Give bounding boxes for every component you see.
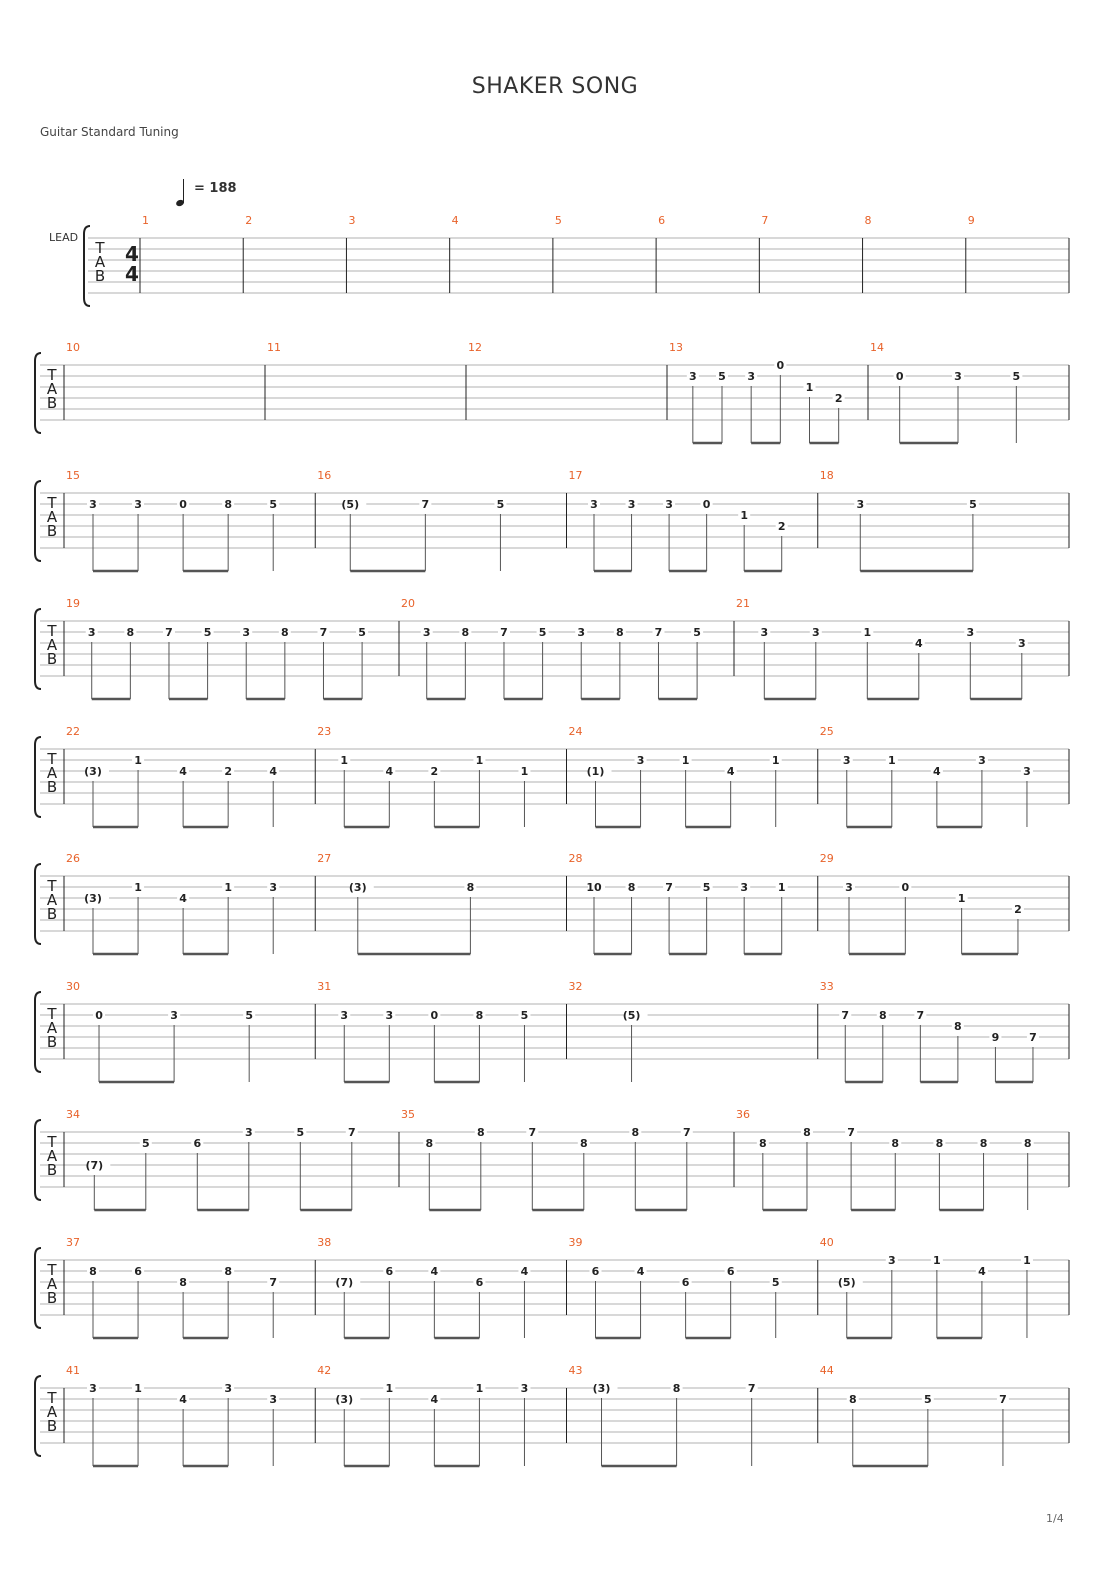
- measure-number: 42: [317, 1364, 332, 1377]
- fret-number: 7: [916, 1009, 925, 1022]
- fret-number: 8: [1023, 1137, 1032, 1150]
- page-number: 1/4: [1046, 1512, 1064, 1525]
- fret-number: 1: [475, 754, 484, 767]
- measure-number: 15: [66, 469, 80, 482]
- measure-number: 44: [819, 1364, 834, 1377]
- fret-number: 0: [430, 1009, 439, 1022]
- fret-number: (3): [84, 765, 102, 778]
- fret-number: (7): [335, 1276, 354, 1289]
- fret-number: 8: [935, 1137, 944, 1150]
- fret-number: 4: [179, 765, 187, 778]
- measure-number: 26: [66, 852, 80, 865]
- measure-number: 18: [819, 469, 834, 482]
- fret-number: 8: [627, 881, 636, 894]
- measure-number: 9: [967, 214, 975, 227]
- fret-number: 3: [422, 626, 431, 639]
- fret-number: 5: [496, 498, 505, 511]
- fret-number: 8: [224, 1265, 232, 1278]
- measure-number: 29: [819, 852, 834, 865]
- measure-number: 3: [348, 214, 356, 227]
- fret-number: 6: [681, 1276, 690, 1289]
- fret-number: 7: [747, 1382, 756, 1395]
- fret-number: 3: [966, 626, 975, 639]
- fret-number: 0: [95, 1009, 103, 1022]
- measure-number: 37: [66, 1236, 80, 1249]
- tab-clef-letter: A: [46, 508, 58, 526]
- fret-number: 8: [461, 626, 470, 639]
- measure-number: 1: [142, 214, 149, 227]
- fret-number: 3: [760, 626, 769, 639]
- fret-number: 5: [141, 1137, 150, 1150]
- tab-clef-letter: B: [46, 1033, 58, 1051]
- tab-clef-letter: B: [46, 522, 58, 540]
- fret-number: 3: [170, 1009, 178, 1022]
- staff-system: [35, 737, 1069, 827]
- measure-number: 27: [317, 852, 332, 865]
- measure-number: 2: [245, 214, 253, 227]
- tab-clef-letter: A: [46, 1403, 58, 1421]
- measure-number: 36: [736, 1108, 750, 1121]
- fret-number: 5: [358, 626, 366, 639]
- fret-number: 3: [689, 370, 697, 383]
- fret-number: 3: [134, 498, 142, 511]
- fret-number: 3: [520, 1382, 529, 1395]
- fret-number: (1): [586, 765, 605, 778]
- fret-number: 7: [847, 1126, 855, 1139]
- measure-number: 31: [317, 980, 332, 993]
- fret-number: 1: [740, 509, 749, 522]
- tab-clef-letter: T: [47, 1133, 57, 1151]
- fret-number: 8: [803, 1126, 811, 1139]
- tab-clef-letter: B: [46, 1417, 58, 1435]
- staff-system: [35, 481, 1069, 571]
- fret-number: 8: [476, 1126, 485, 1139]
- fret-number: 4: [269, 765, 278, 778]
- fret-number: 3: [590, 498, 598, 511]
- fret-number: 7: [654, 626, 663, 639]
- fret-number: 2: [1014, 903, 1022, 916]
- fret-number: 6: [134, 1265, 142, 1278]
- staff-system: [35, 1120, 1069, 1210]
- measure-number: 30: [66, 980, 80, 993]
- fret-number: 3: [887, 1254, 896, 1267]
- fret-number: 7: [841, 1009, 850, 1022]
- fret-number: 1: [134, 1382, 142, 1395]
- measure-number: 14: [870, 341, 884, 354]
- tab-clef-letter: A: [46, 380, 58, 398]
- fret-number: 4: [179, 892, 187, 905]
- measure-number: 25: [819, 725, 834, 738]
- measure-number: 16: [317, 469, 332, 482]
- staff-system: [35, 1376, 1069, 1466]
- fret-number: 0: [776, 359, 785, 372]
- fret-number: 9: [991, 1031, 1000, 1044]
- fret-number: 8: [126, 626, 135, 639]
- fret-number: 7: [319, 626, 328, 639]
- fret-number: 1: [475, 1382, 484, 1395]
- fret-number: 7: [165, 626, 173, 639]
- fret-number: 3: [385, 1009, 394, 1022]
- measure-number: 11: [267, 341, 281, 354]
- staff-system: [35, 609, 1069, 699]
- fret-number: 7: [999, 1393, 1007, 1406]
- fret-number: 7: [1029, 1031, 1037, 1044]
- fret-number: 1: [1023, 1254, 1031, 1267]
- time-signature-numerator: 4: [125, 242, 139, 266]
- measure-number: 7: [761, 214, 769, 227]
- fret-number: 8: [425, 1137, 434, 1150]
- measure-number: 23: [317, 725, 332, 738]
- fret-number: 4: [179, 1393, 187, 1406]
- fret-number: (3): [84, 892, 102, 905]
- staff-system: [84, 226, 1069, 306]
- fret-number: 7: [347, 1126, 356, 1139]
- measure-number: 33: [819, 980, 834, 993]
- measure-number: 40: [819, 1236, 834, 1249]
- fret-number: 4: [430, 1265, 439, 1278]
- fret-number: 8: [475, 1009, 484, 1022]
- tab-clef-letter: B: [46, 1289, 58, 1307]
- fret-number: 3: [244, 1126, 253, 1139]
- fret-number: 3: [577, 626, 586, 639]
- measure-number: 8: [864, 214, 872, 227]
- measure-number: 17: [568, 469, 583, 482]
- tab-clef-letter: A: [94, 253, 106, 271]
- tab-clef-letter: T: [47, 366, 57, 384]
- tab-clef-letter: B: [46, 1161, 58, 1179]
- tab-clef-letter: A: [46, 1275, 58, 1293]
- tempo-value: = 188: [194, 181, 237, 196]
- measure-number: 10: [66, 341, 80, 354]
- fret-number: 8: [672, 1382, 681, 1395]
- fret-number: 7: [269, 1276, 278, 1289]
- time-signature-denominator: 4: [125, 262, 139, 286]
- measure-number: 19: [66, 597, 80, 610]
- fret-number: 5: [693, 626, 701, 639]
- fret-number: (5): [341, 498, 360, 511]
- fret-number: 5: [924, 1393, 932, 1406]
- fret-number: 3: [89, 1382, 97, 1395]
- fret-number: 3: [665, 498, 673, 511]
- measure-number: 32: [568, 980, 583, 993]
- tab-clef-letter: A: [46, 891, 58, 909]
- fret-number: 3: [340, 1009, 349, 1022]
- fret-number: 3: [87, 626, 96, 639]
- fret-number: 0: [901, 881, 910, 894]
- tab-clef-letter: A: [46, 764, 58, 782]
- fret-number: 5: [203, 626, 212, 639]
- fret-number: 8: [224, 498, 232, 511]
- fret-number: 1: [771, 754, 780, 767]
- fret-number: 1: [957, 892, 966, 905]
- tab-clef-letter: T: [47, 1005, 57, 1023]
- fret-number: 6: [591, 1265, 600, 1278]
- fret-number: 2: [430, 765, 439, 778]
- tab-clef-letter: B: [46, 905, 58, 923]
- measure-number: 13: [669, 341, 683, 354]
- fret-number: (3): [592, 1382, 611, 1395]
- fret-number: 7: [528, 1126, 537, 1139]
- fret-number: 4: [726, 765, 735, 778]
- track-label: LEAD: [49, 231, 79, 244]
- fret-number: 1: [520, 765, 529, 778]
- fret-number: 1: [887, 754, 896, 767]
- fret-number: (3): [348, 881, 367, 894]
- fret-number: 3: [740, 881, 749, 894]
- fret-number: 5: [1012, 370, 1021, 383]
- measure-number: 5: [554, 214, 562, 227]
- fret-number: 8: [891, 1137, 900, 1150]
- fret-number: 5: [538, 626, 547, 639]
- fret-number: (3): [335, 1393, 354, 1406]
- fret-number: 3: [1023, 765, 1031, 778]
- measure-number: 28: [568, 852, 583, 865]
- measure-number: 34: [66, 1108, 80, 1121]
- staff-system: [35, 1248, 1069, 1338]
- fret-number: 4: [520, 1265, 529, 1278]
- fret-number: 8: [281, 626, 289, 639]
- tab-clef-letter: T: [47, 750, 57, 768]
- fret-number: 8: [616, 626, 624, 639]
- fret-number: 7: [421, 498, 430, 511]
- fret-number: 10: [586, 881, 602, 894]
- fret-number: 6: [726, 1265, 735, 1278]
- measure-number: 22: [66, 725, 80, 738]
- fret-number: 1: [224, 881, 232, 894]
- fret-number: 3: [1017, 637, 1026, 650]
- fret-number: 1: [385, 1382, 394, 1395]
- fret-number: 8: [954, 1020, 962, 1033]
- fret-number: 5: [718, 370, 726, 383]
- fret-number: 8: [848, 1393, 857, 1406]
- fret-number: 2: [224, 765, 232, 778]
- tab-clef-letter: B: [46, 650, 58, 668]
- fret-number: 3: [627, 498, 636, 511]
- fret-number: 4: [914, 637, 923, 650]
- measure-number: 41: [66, 1364, 80, 1377]
- fret-number: 4: [385, 765, 394, 778]
- fret-number: 5: [702, 881, 711, 894]
- fret-number: 8: [179, 1276, 187, 1289]
- fret-number: 8: [89, 1265, 97, 1278]
- fret-number: 3: [269, 1393, 278, 1406]
- fret-number: 1: [134, 754, 142, 767]
- measure-number: 6: [658, 214, 666, 227]
- fret-number: 5: [771, 1276, 780, 1289]
- fret-number: 7: [665, 881, 673, 894]
- fret-number: 1: [863, 626, 872, 639]
- fret-number: 5: [245, 1009, 254, 1022]
- fret-number: 5: [296, 1126, 305, 1139]
- fret-number: 3: [811, 626, 820, 639]
- fret-number: 8: [759, 1137, 767, 1150]
- fret-number: 1: [340, 754, 349, 767]
- fret-number: 5: [269, 498, 278, 511]
- fret-number: 1: [681, 754, 690, 767]
- fret-number: 3: [842, 754, 851, 767]
- fret-number: 1: [933, 1254, 941, 1267]
- fret-number: 2: [777, 520, 786, 533]
- fret-number: 5: [969, 498, 977, 511]
- fret-number: 3: [269, 881, 278, 894]
- tab-clef-letter: A: [46, 636, 58, 654]
- tab-clef-letter: A: [46, 1147, 58, 1165]
- fret-number: 4: [430, 1393, 439, 1406]
- fret-number: (5): [622, 1009, 641, 1022]
- measure-number: 43: [568, 1364, 583, 1377]
- fret-number: 3: [978, 754, 986, 767]
- measure-number: 20: [401, 597, 415, 610]
- fret-number: 3: [224, 1382, 232, 1395]
- measure-number: 38: [317, 1236, 332, 1249]
- fret-number: 0: [895, 370, 904, 383]
- fret-number: 6: [193, 1137, 202, 1150]
- fret-number: 2: [834, 392, 843, 405]
- fret-number: 1: [134, 881, 142, 894]
- tab-clef-letter: B: [94, 267, 106, 285]
- tab-clef-letter: A: [46, 1019, 58, 1037]
- song-title: SHAKER SONG: [471, 74, 639, 99]
- tab-clef-letter: T: [47, 1389, 57, 1407]
- fret-number: 3: [89, 498, 97, 511]
- fret-number: 7: [682, 1126, 691, 1139]
- fret-number: 4: [933, 765, 941, 778]
- fret-number: 7: [500, 626, 508, 639]
- fret-number: 8: [878, 1009, 887, 1022]
- measure-number: 35: [401, 1108, 415, 1121]
- fret-number: 4: [636, 1265, 645, 1278]
- fret-number: 8: [579, 1137, 588, 1150]
- fret-number: 3: [856, 498, 865, 511]
- fret-number: 6: [475, 1276, 484, 1289]
- staff-system: [35, 353, 1069, 443]
- tab-clef-letter: T: [47, 877, 57, 895]
- fret-number: 8: [466, 881, 475, 894]
- fret-number: 1: [777, 881, 786, 894]
- tab-clef-letter: T: [47, 1261, 57, 1279]
- tab-clef-letter: T: [95, 239, 105, 257]
- fret-number: 8: [631, 1126, 640, 1139]
- staff-system: [35, 864, 1069, 954]
- fret-number: (5): [837, 1276, 856, 1289]
- fret-number: 3: [954, 370, 962, 383]
- fret-number: 1: [805, 381, 814, 394]
- fret-number: 3: [747, 370, 755, 383]
- measure-number: 21: [736, 597, 750, 610]
- measure-number: 4: [451, 214, 459, 227]
- fret-number: 0: [702, 498, 711, 511]
- tab-clef-letter: T: [47, 494, 57, 512]
- tab-clef-letter: B: [46, 778, 58, 796]
- measure-number: 24: [568, 725, 583, 738]
- fret-number: 0: [179, 498, 187, 511]
- fret-number: 3: [845, 881, 853, 894]
- fret-number: 4: [978, 1265, 986, 1278]
- tuning-label: Guitar Standard Tuning: [40, 125, 179, 139]
- tab-clef-letter: T: [47, 622, 57, 640]
- measure-number: 12: [468, 341, 482, 354]
- fret-number: 8: [979, 1137, 988, 1150]
- fret-number: 5: [520, 1009, 529, 1022]
- staff-system: [35, 992, 1069, 1082]
- tab-clef-letter: B: [46, 394, 58, 412]
- fret-number: 3: [242, 626, 251, 639]
- fret-number: (7): [85, 1159, 104, 1172]
- fret-number: 3: [636, 754, 645, 767]
- fret-number: 6: [385, 1265, 394, 1278]
- measure-number: 39: [568, 1236, 583, 1249]
